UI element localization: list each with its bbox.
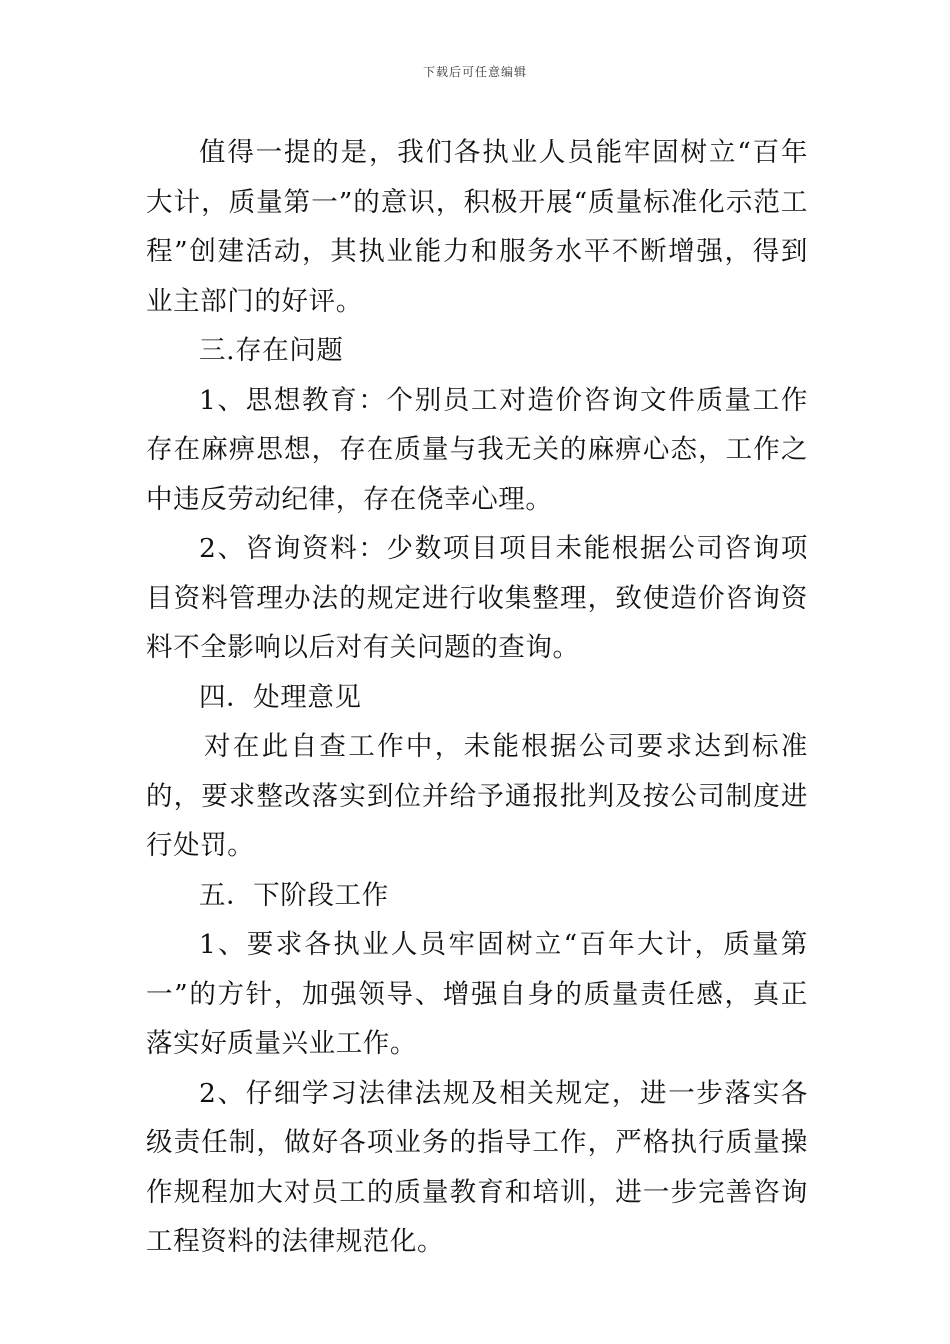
paragraph-rectification: 对在此自查工作中，未能根据公司要求达到标准的，要求整改落实到位并给予通报批判及按公司制度进行处罚。 [146,731,808,861]
paragraph-consulting-materials: 2、咨询资料：少数项目项目未能根据公司咨询项目资料管理办法的规定进行收集整理，致使造价咨询资料不全影响以后对有关问题的查询。 [146,533,808,663]
paragraph-laws-and-regulations: 2、仔细学习法律法规及相关规定，进一步落实各级责任制，做好各项业务的指导工作，严格执行质量操作规程加大对员工的质量教育和培训，进一步完善咨询工程资料的法律规范化。 [146,1077,808,1257]
paragraph-quality-awareness: 值得一提的是，我们各执业人员能牢固树立“百年大计，质量第一”的意识，积极开展“质量标准化示范工程”创建活动，其执业能力和服务水平不断增强，得到业主部门的好评。 [146,137,808,317]
paragraph-quality-policy: 1、要求各执业人员牢固树立“百年大计，质量第一”的方针，加强领导、增强自身的质量责任感，真正落实好质量兴业工作。 [146,929,808,1059]
page-header-note: 下载后可任意编辑 [422,65,527,79]
document-body [146,128,808,1267]
section-heading-next-stage-work: 五．下阶段工作 [199,879,389,911]
section-heading-handling-opinions: 四．处理意见 [199,681,362,713]
section-heading-existing-problems: 三.存在问题 [199,335,344,366]
paragraph-ideological-education: 1、思想教育：个别员工对造价咨询文件质量工作存在麻痹思想，存在质量与我无关的麻痹心态，工作之中违反劳动纪律，存在侥幸心理。 [146,384,808,515]
